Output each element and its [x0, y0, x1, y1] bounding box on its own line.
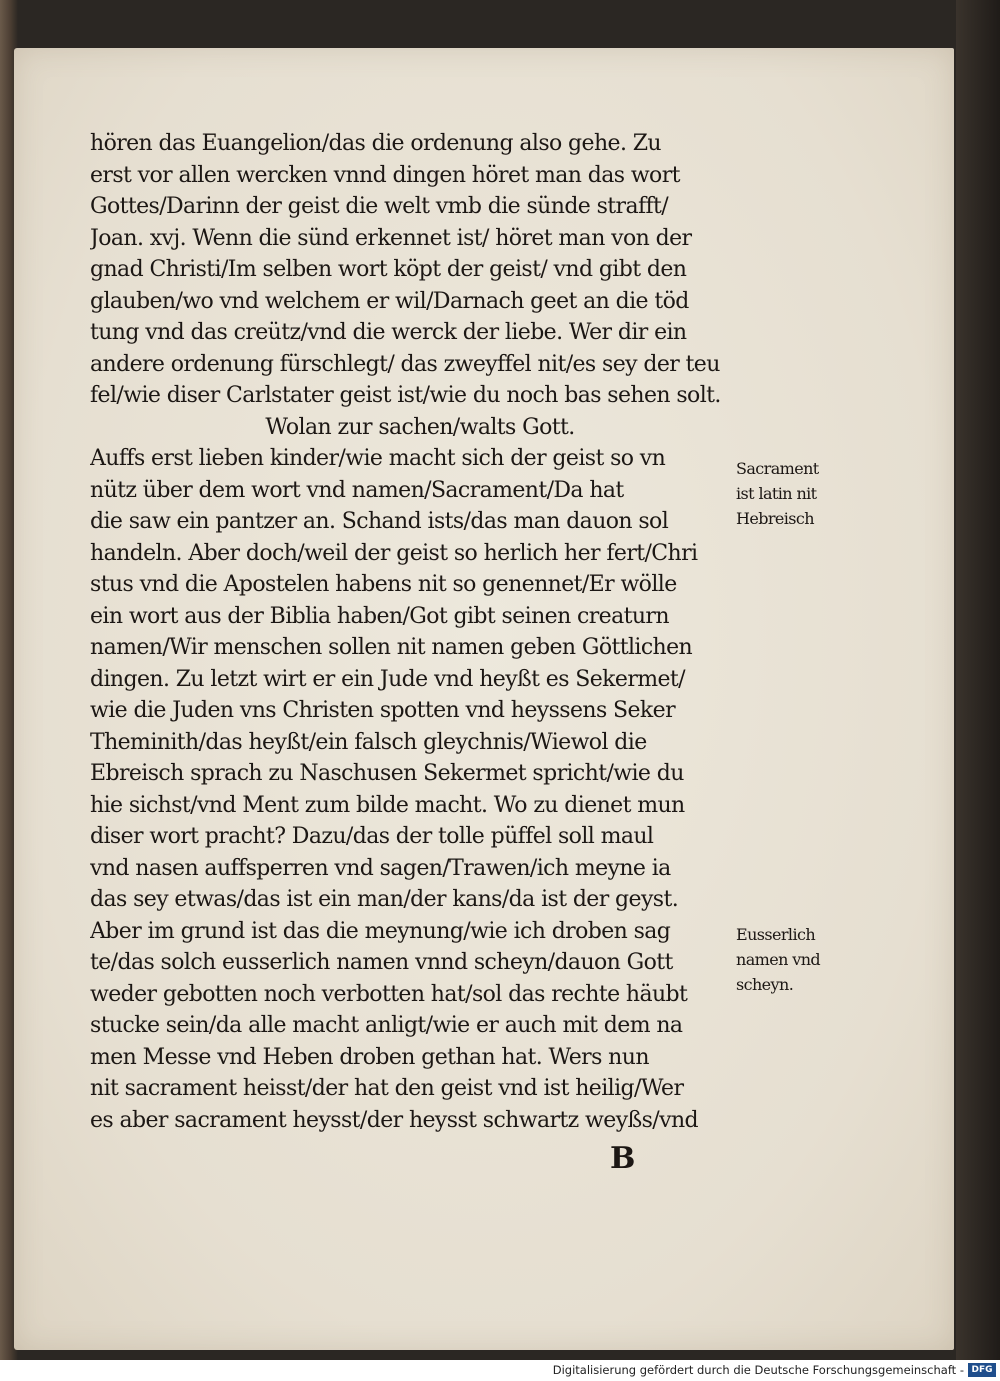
- text-line: Gottes/Darinn der geist die welt vmb die sünde strafft/: [90, 194, 669, 219]
- text-line: diser wort pracht? Dazu/das der tolle püffel soll maul: [90, 824, 654, 849]
- text-line: hie sichst/vnd Ment zum bilde macht. Wo zu dienet mun: [90, 792, 685, 818]
- page-right-shadow: [956, 0, 1000, 1360]
- text-line: die saw ein pantzer an. Schand ists/das man dauon sol: [90, 509, 669, 534]
- text-line: namen/Wir menschen sollen nit namen geben Göttlichen: [90, 635, 693, 660]
- text-line: Aber im grund ist das die meynung/wie ich droben sag: [90, 918, 671, 944]
- text-line: nütz über dem wort vnd namen/Sacrament/Da hat: [90, 477, 624, 503]
- footer-bar: [0, 1360, 1000, 1381]
- text-line: weder gebotten noch verbotten hat/sol das rechte häubt: [90, 981, 688, 1007]
- text-line: erst vor allen wercken vnnd dingen höret man das wort: [90, 162, 680, 188]
- marginal-note-eusserlich: Eusserlich namen vnd scheyn.: [736, 925, 821, 994]
- text-line: Joan. xvj. Wenn die sünd erkennet ist/ höret man von der: [90, 225, 692, 251]
- text-line: Auffs erst lieben kinder/wie macht sich der geist so vn: [90, 446, 666, 471]
- text-line: men Messe vnd Heben droben gethan hat. Wers nun: [90, 1044, 649, 1070]
- signature-mark: B: [610, 1141, 636, 1176]
- section-heading: Wolan zur sachen/walts Gott.: [265, 414, 575, 440]
- text-line: glauben/wo vnd welchem er wil/Darnach geet an die töd: [90, 288, 689, 314]
- book-page: [14, 48, 954, 1350]
- body-text: [90, 128, 730, 1136]
- text-line: hören das Euangelion/das die ordenung also gehe. Zu: [90, 131, 661, 156]
- text-line: wie die Juden vns Christen spotten vnd heyssens Seker: [90, 698, 675, 723]
- text-line: gnad Christi/Im selben wort köpt der geist/ vnd gibt den: [90, 257, 687, 282]
- marginal-note-sacrament: Sacrament ist latin nit Hebreisch: [736, 459, 819, 528]
- text-line: stucke sein/da alle macht anligt/wie er auch mit dem na: [90, 1013, 683, 1038]
- text-line: stus vnd die Apostelen habens nit so genennet/Er wölle: [90, 572, 677, 597]
- text-line: dingen. Zu letzt wirt er ein Jude vnd heyßt es Sekermet/: [90, 666, 685, 692]
- text-line: andere ordenung fürschlegt/ das zweyffel nit/es sey der teu: [90, 351, 720, 377]
- text-line: tung vnd das creütz/vnd die werck der liebe. Wer dir ein: [90, 320, 687, 345]
- text-line: nit sacrament heisst/der hat den geist vnd ist heilig/Wer: [90, 1076, 684, 1101]
- text-line: das sey etwas/das ist ein man/der kans/da ist der geyst.: [90, 887, 679, 912]
- text-line: te/das solch eusserlich namen vnnd scheyn/dauon Gott: [90, 950, 673, 975]
- dfg-logo-icon: DFG: [968, 1363, 996, 1377]
- text-line: es aber sacrament heysst/der heysst schwartz weyßs/vnd: [90, 1107, 698, 1133]
- text-line: vnd nasen auffsperren vnd sagen/Trawen/ich meyne ia: [90, 855, 671, 881]
- text-line: ein wort aus der Biblia haben/Got gibt seinen creaturn: [90, 603, 669, 629]
- text-line: Ebreisch sprach zu Naschusen Sekermet spricht/wie du: [90, 761, 684, 786]
- text-line: fel/wie diser Carlstater geist ist/wie du noch bas sehen solt.: [90, 383, 721, 408]
- funding-credit: Digitalisierung gefördert durch die Deutsche Forschungsgemeinschaft -: [552, 1363, 964, 1377]
- text-line: Theminith/das heyßt/ein falsch gleychnis/Wiewol die: [90, 729, 647, 755]
- text-line: handeln. Aber doch/weil der geist so herlich her fert/Chri: [90, 540, 698, 566]
